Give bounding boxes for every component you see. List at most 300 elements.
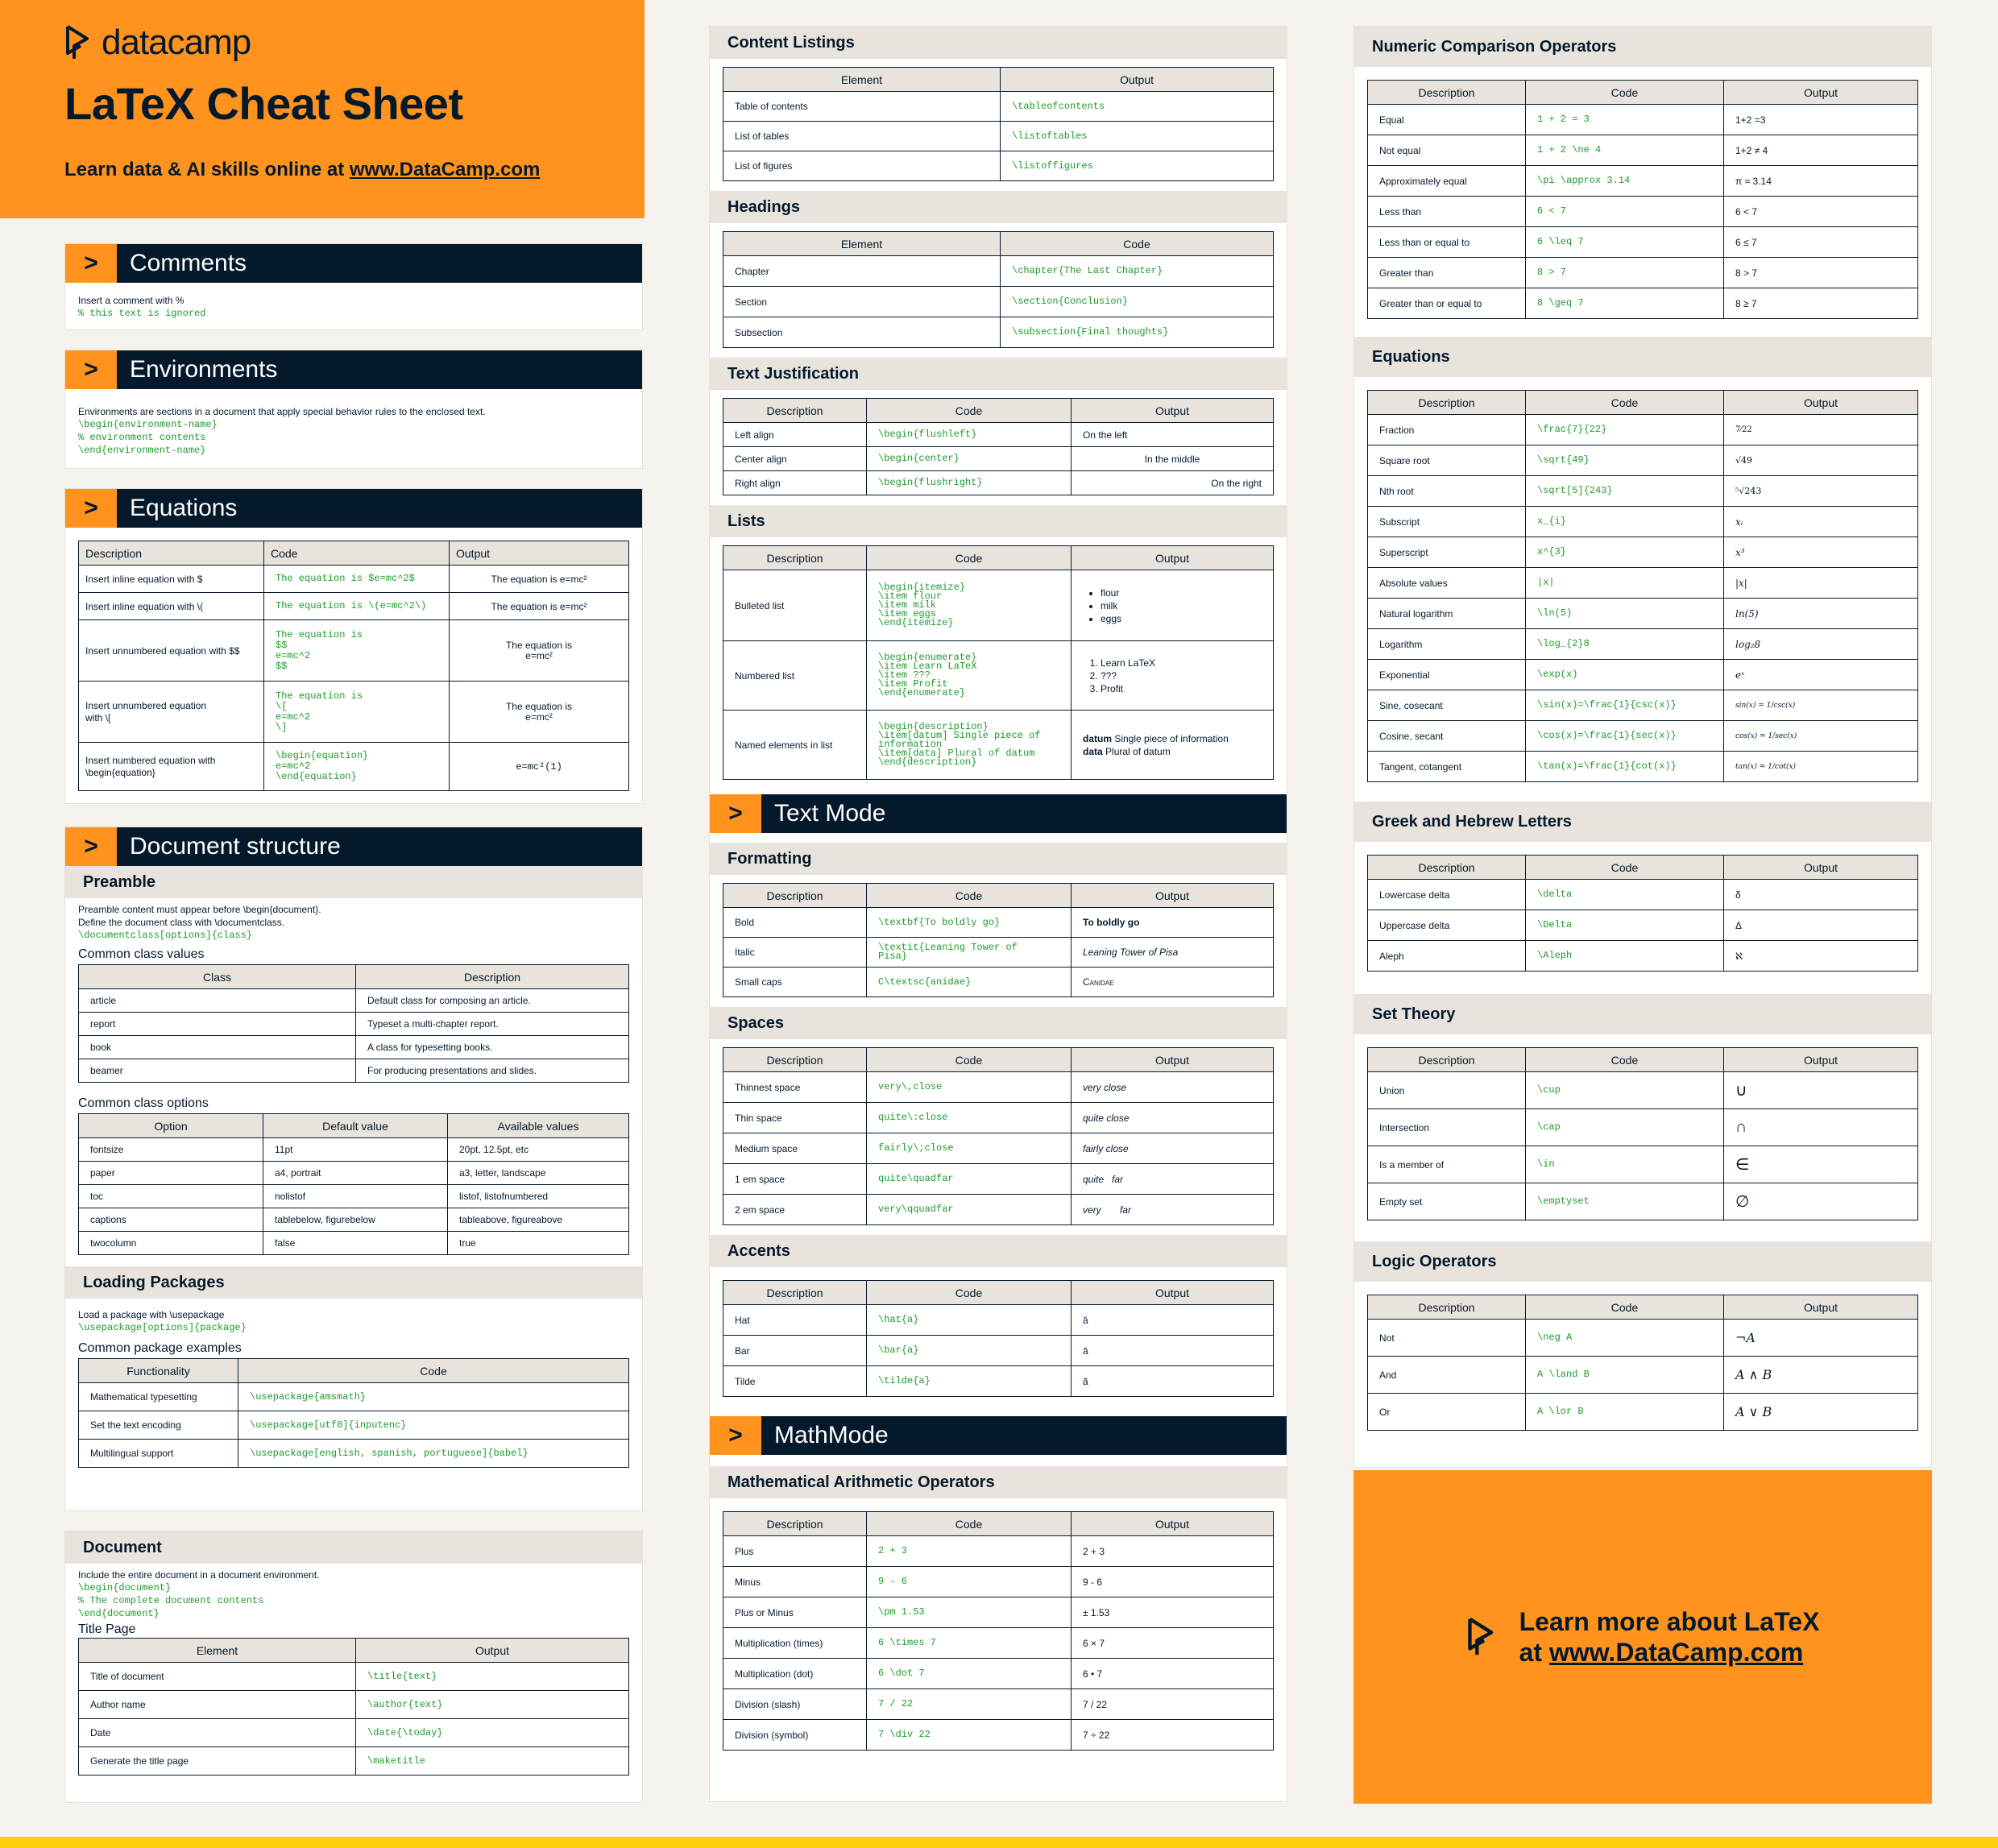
table-row <box>723 287 1274 317</box>
table-row <box>723 1536 1274 1567</box>
cell: Is a member of <box>1368 1146 1526 1183</box>
cell: π ≈ 3.14 <box>1724 166 1918 197</box>
col-header: Output <box>1072 1512 1274 1536</box>
cell-code: 6 \times 7 <box>867 1628 1072 1659</box>
cell: Thinnest space <box>723 1072 867 1103</box>
cell: Insert inline equation with \( <box>79 593 264 620</box>
cell-code: \ln(5) <box>1526 599 1724 629</box>
cell: Cosine, secant <box>1368 721 1526 752</box>
col-header: Description <box>723 1512 867 1536</box>
cell: ã <box>1072 1366 1274 1397</box>
cell-code: very\,close <box>867 1072 1072 1103</box>
cell-code: 2 + 3 <box>867 1536 1072 1567</box>
cell: report <box>79 1013 356 1036</box>
cell: The equation is e=mc² <box>450 620 629 682</box>
cell: ā <box>1072 1336 1274 1366</box>
table-row <box>79 1138 629 1162</box>
cell: Bulleted list <box>723 570 867 641</box>
cell: 8 ≥ 7 <box>1724 288 1918 319</box>
title-page-label: Title Page <box>78 1622 136 1636</box>
definition: Plural of datum <box>1102 745 1171 757</box>
cell-code: \sqrt[5]{243} <box>1526 476 1724 507</box>
col-header: Description <box>723 1048 867 1072</box>
cell-code: The equation is \[ e=mc^2 \] <box>264 682 450 743</box>
table-row <box>723 1164 1274 1195</box>
document-code: \begin{document} % The complete document contents \end{document} <box>78 1582 264 1619</box>
cell: ∅ <box>1724 1183 1918 1220</box>
promo-link[interactable]: www.DataCamp.com <box>1548 1638 1804 1667</box>
table-row <box>1368 1183 1918 1220</box>
equations-heading-2: Equations <box>1354 337 1931 377</box>
spaces-heading: Spaces <box>710 1007 1287 1039</box>
col-header: Description <box>723 546 867 570</box>
cell: tablebelow, figurebelow <box>263 1208 448 1232</box>
class-values-table <box>78 964 629 1083</box>
cell: 20pt, 12.5pt, etc <box>448 1138 629 1162</box>
cell: Numbered list <box>723 641 867 711</box>
cell: Sine, cosecant <box>1368 690 1526 721</box>
table-row <box>79 1383 629 1411</box>
cell: quite far <box>1072 1164 1274 1195</box>
table-row <box>723 1133 1274 1164</box>
cell: 1+2 =3 <box>1724 105 1918 135</box>
cell: Division (slash) <box>723 1689 867 1720</box>
cell: The equation is e=mc² <box>450 682 629 743</box>
lists-heading: Lists <box>710 505 1287 537</box>
cell: ln(5) <box>1724 599 1918 629</box>
cell: Date <box>79 1719 356 1747</box>
cell: ℵ <box>1724 941 1918 972</box>
cell: Chapter <box>723 256 1001 287</box>
cell-code: \usepackage{amsmath} <box>238 1383 629 1411</box>
cell: article <box>79 989 356 1013</box>
loading-packages-heading: Loading Packages <box>65 1266 642 1299</box>
cell: captions <box>79 1208 263 1232</box>
cell: fairly close <box>1072 1133 1274 1164</box>
cell-code: quite\:close <box>867 1103 1072 1133</box>
cell-code: \begin{enumerate} \item Learn LaTeX \item ??? \item Profit \end{enumerate} <box>867 641 1072 711</box>
table-row <box>79 1691 629 1719</box>
cell-code: \bar{a} <box>867 1336 1072 1366</box>
table-row <box>1368 752 1918 782</box>
cell-code: \textit{Leaning Tower of Pisa} <box>867 938 1072 968</box>
cell: Less than <box>1368 197 1526 227</box>
cell: Insert inline equation with $ <box>79 566 264 593</box>
comments-code: % this text is ignored <box>78 308 206 319</box>
title-page-table <box>78 1638 629 1775</box>
cell: Lowercase delta <box>1368 880 1526 910</box>
section-title: Document structure <box>130 833 341 860</box>
cell: 7 / 22 <box>1072 1689 1274 1720</box>
cell-code: \maketitle <box>356 1747 629 1775</box>
cell-code: \section{Conclusion} <box>1001 287 1274 317</box>
hero-link[interactable]: www.DataCamp.com <box>349 159 541 180</box>
cell: In the middle <box>1072 447 1274 471</box>
col-header: Default value <box>263 1114 448 1138</box>
equations-table <box>78 541 629 791</box>
cell-code: \subsection{Final thoughts} <box>1001 317 1274 348</box>
col-header: Description <box>79 541 264 566</box>
cell-code: \frac{7}{22} <box>1526 415 1724 445</box>
table-row <box>723 1720 1274 1751</box>
cell-code: 8 \geq 7 <box>1526 288 1724 319</box>
cell-code: \sqrt{49} <box>1526 445 1724 476</box>
cell-code: \in <box>1526 1146 1724 1183</box>
cell: Hat <box>723 1305 867 1336</box>
cell: 6 • 7 <box>1072 1659 1274 1689</box>
cell-code: quite\quadfar <box>867 1164 1072 1195</box>
cell: quite close <box>1072 1103 1274 1133</box>
cell: δ <box>1724 880 1918 910</box>
col-header: Code <box>238 1359 629 1383</box>
cell-code: \title{text} <box>356 1663 629 1691</box>
loading-packages-text: Load a package with \usepackage <box>78 1309 225 1320</box>
cell: true <box>448 1232 629 1255</box>
chevron-right-icon: > <box>65 489 117 528</box>
section-title: Equations <box>130 495 238 521</box>
col-header: Code <box>1001 232 1274 256</box>
list-item: • milk <box>1101 599 1262 612</box>
cell: Uppercase delta <box>1368 910 1526 941</box>
table-row <box>723 1336 1274 1366</box>
cell: Center align <box>723 447 867 471</box>
content-listings-heading: Content Listings <box>710 27 1287 59</box>
cell-code: 1 + 2 = 3 <box>1526 105 1724 135</box>
cell: Equal <box>1368 105 1526 135</box>
right-column <box>1353 26 1932 1468</box>
cell: Greater than <box>1368 258 1526 288</box>
cell: eˣ <box>1724 660 1918 690</box>
definition: Single piece of information <box>1112 732 1229 744</box>
loading-packages-code: \usepackage[options]{package} <box>78 1322 247 1333</box>
list-item: 3. Profit <box>1101 682 1262 695</box>
cell: book <box>79 1036 356 1059</box>
environments-text: Environments are sections in a document that apply special behavior rules to the enclosed text. <box>78 406 486 417</box>
document-heading: Document <box>65 1531 642 1564</box>
table-row <box>1368 629 1918 660</box>
cell: ⁵√243 <box>1724 476 1918 507</box>
col-header: Code <box>1526 1295 1724 1320</box>
cell-code: \Delta <box>1526 910 1724 941</box>
cell: sin(x) = 1/csc(x) <box>1724 690 1918 721</box>
table-row <box>79 1059 629 1083</box>
cell: Section <box>723 287 1001 317</box>
common-class-options-label: Common class options <box>78 1096 209 1110</box>
cell: Square root <box>1368 445 1526 476</box>
cell-code: 1 + 2 \ne 4 <box>1526 135 1724 166</box>
cell-code: \usepackage[english, spanish, portuguese]{babel} <box>238 1440 629 1468</box>
class-options-table <box>78 1113 629 1255</box>
cell: On the left <box>1072 423 1274 447</box>
cell-code: \begin{center} <box>867 447 1072 471</box>
cell: Tangent, cotangent <box>1368 752 1526 782</box>
logic-heading: Logic Operators <box>1354 1241 1931 1282</box>
cell: x³ <box>1724 537 1918 568</box>
environments-section <box>64 350 643 469</box>
cell: nolistof <box>263 1185 448 1208</box>
list-item: • eggs <box>1101 612 1262 625</box>
cell: Or <box>1368 1394 1526 1431</box>
cell: Fraction <box>1368 415 1526 445</box>
col-header: Description <box>1368 1048 1526 1072</box>
cell: Tilde <box>723 1366 867 1397</box>
table-row <box>79 1013 629 1036</box>
cell: Canidae <box>1072 968 1274 997</box>
cell <box>1072 570 1274 641</box>
cell: false <box>263 1232 448 1255</box>
table-row <box>1368 1146 1918 1183</box>
cell-code: x^{3} <box>1526 537 1724 568</box>
col-header: Output <box>1001 68 1274 92</box>
table-row <box>723 151 1274 181</box>
list-item: 2. ??? <box>1101 669 1262 682</box>
table-row <box>79 1232 629 1255</box>
table-row <box>1368 135 1918 166</box>
cell-code: x_{i} <box>1526 507 1724 537</box>
chevron-right-icon: > <box>65 350 117 389</box>
table-row <box>1368 197 1918 227</box>
col-header: Output <box>1724 856 1918 880</box>
section-title: MathMode <box>774 1422 889 1448</box>
cell-code: \begin{equation} e=mc^2 \end{equation} <box>264 743 450 791</box>
common-class-values-label: Common class values <box>78 947 205 961</box>
cell-code: fairly\;close <box>867 1133 1072 1164</box>
table-row <box>1368 537 1918 568</box>
promo-line-2 <box>1519 1637 1820 1668</box>
cell: xᵢ <box>1724 507 1918 537</box>
table-row <box>1368 941 1918 972</box>
accents-heading: Accents <box>710 1235 1287 1267</box>
table-row <box>79 743 629 791</box>
cell <box>1072 641 1274 711</box>
table-row <box>1368 1394 1918 1431</box>
cell-code: The equation is $$ e=mc^2 $$ <box>264 620 450 682</box>
col-header: Functionality <box>79 1359 238 1383</box>
cell-code: |x| <box>1526 568 1724 599</box>
cell: Nth root <box>1368 476 1526 507</box>
table-row <box>723 1628 1274 1659</box>
cell: tableabove, figureabove <box>448 1208 629 1232</box>
table-row <box>723 1689 1274 1720</box>
col-header: Code <box>867 399 1072 423</box>
arith-table <box>723 1511 1274 1751</box>
cell: Not equal <box>1368 135 1526 166</box>
chevron-right-icon: > <box>65 244 117 283</box>
cell: 8 > 7 <box>1724 258 1918 288</box>
cell: Greater than or equal to <box>1368 288 1526 319</box>
cell-code: \chapter{The Last Chapter} <box>1001 256 1274 287</box>
cell-code: \sin(x)=\frac{1}{csc(x)} <box>1526 690 1724 721</box>
cell-code: \tan(x)=\frac{1}{cot(x)} <box>1526 752 1724 782</box>
table-row <box>79 989 629 1013</box>
col-header: Code <box>867 1512 1072 1536</box>
cell-code: \begin{itemize} \item flour \item milk \item eggs \end{itemize} <box>867 570 1072 641</box>
cell-code: \begin{description} \item[datum] Single piece of information \item[data] Plural of datum \end{description} <box>867 711 1072 780</box>
document-text: Include the entire document in a document environment. <box>78 1569 320 1581</box>
cell: Superscript <box>1368 537 1526 568</box>
cell-code: A \land B <box>1526 1357 1724 1394</box>
col-header: Output <box>450 541 629 566</box>
table-row <box>79 566 629 593</box>
cell: Leaning Tower of Pisa <box>1072 938 1274 968</box>
cell-code: \listoffigures <box>1001 151 1274 181</box>
cell: Multiplication (times) <box>723 1628 867 1659</box>
greek-table <box>1367 855 1918 972</box>
table-row <box>723 570 1274 641</box>
cell: A ∨ B <box>1724 1394 1918 1431</box>
cell-code: 9 - 6 <box>867 1567 1072 1597</box>
col-header: Output <box>1724 1048 1918 1072</box>
cell: Natural logarithm <box>1368 599 1526 629</box>
common-package-examples-label: Common package examples <box>78 1341 242 1355</box>
table-row <box>723 968 1274 997</box>
cell-code: \neg A <box>1526 1320 1724 1357</box>
table-row <box>723 938 1274 968</box>
cell: 7 ÷ 22 <box>1072 1720 1274 1751</box>
table-row <box>723 1567 1274 1597</box>
brand-logo[interactable] <box>64 23 645 63</box>
cell-code: \pm 1.53 <box>867 1597 1072 1628</box>
cell: ∪ <box>1724 1072 1918 1109</box>
col-header: Description <box>356 965 629 989</box>
cell: Aleph <box>1368 941 1526 972</box>
table-row <box>79 593 629 620</box>
cell: Title of document <box>79 1663 356 1691</box>
cell: Minus <box>723 1567 867 1597</box>
cell: Insert numbered equation with \begin{equation} <box>79 743 264 791</box>
col-header: Code <box>867 546 1072 570</box>
cell: 2 em space <box>723 1195 867 1225</box>
math-mode-header <box>710 1416 1287 1455</box>
cell: Not <box>1368 1320 1526 1357</box>
justification-table <box>723 398 1274 495</box>
promo-prefix: at <box>1519 1638 1549 1667</box>
cell-code: \Aleph <box>1526 941 1724 972</box>
table-row <box>1368 1357 1918 1394</box>
cell: The equation is e=mc² <box>450 566 629 593</box>
cell-code: The equation is \(e=mc^2\) <box>264 593 450 620</box>
table-row <box>723 1366 1274 1397</box>
cell: e=mc²(1) <box>450 743 629 791</box>
table-row <box>723 711 1274 780</box>
promo-line-1: Learn more about LaTeX <box>1519 1607 1820 1636</box>
cell: Set the text encoding <box>79 1411 238 1440</box>
cell-code: \pi \approx 3.14 <box>1526 166 1724 197</box>
comments-section <box>64 243 643 330</box>
cell: Default class for composing an article. <box>356 989 629 1013</box>
table-row <box>1368 507 1918 537</box>
cell: cos(x) = 1/sec(x) <box>1724 721 1918 752</box>
cell: a3, letter, landscape <box>448 1162 629 1185</box>
cell: Absolute values <box>1368 568 1526 599</box>
col-header: Output <box>356 1639 629 1663</box>
cell: 2 + 3 <box>1072 1536 1274 1567</box>
table-row <box>1368 721 1918 752</box>
arith-heading: Mathematical Arithmetic Operators <box>710 1466 1287 1498</box>
logic-table <box>1367 1295 1918 1431</box>
accents-table <box>723 1280 1274 1397</box>
table-row <box>79 1663 629 1691</box>
table-row <box>1368 258 1918 288</box>
table-row <box>723 1103 1274 1133</box>
table-row <box>723 122 1274 151</box>
table-row <box>723 1305 1274 1336</box>
cell-code: \tableofcontents <box>1001 92 1274 122</box>
text-justification-heading: Text Justification <box>710 358 1287 390</box>
col-header: Element <box>723 232 1001 256</box>
table-row <box>1368 445 1918 476</box>
cell: And <box>1368 1357 1526 1394</box>
headings-table <box>723 231 1274 348</box>
cell: Left align <box>723 423 867 447</box>
table-row <box>1368 105 1918 135</box>
cell: Author name <box>79 1691 356 1719</box>
section-title: Text Mode <box>774 800 886 827</box>
cell-code: \usepackage[utf8]{inputenc} <box>238 1411 629 1440</box>
promo-box[interactable] <box>1353 1470 1932 1804</box>
document-section <box>64 1531 643 1803</box>
col-header: Description <box>723 399 867 423</box>
cell: Insert unnumbered equation with \[ <box>79 682 264 743</box>
cell: List of figures <box>723 151 1001 181</box>
cell: Mathematical typesetting <box>79 1383 238 1411</box>
cell: A ∧ B <box>1724 1357 1918 1394</box>
cell: Intersection <box>1368 1109 1526 1146</box>
cell-code: 7 / 22 <box>867 1689 1072 1720</box>
col-header: Element <box>79 1639 356 1663</box>
cell-code: \delta <box>1526 880 1724 910</box>
cell: Plus <box>723 1536 867 1567</box>
cell: 11pt <box>263 1138 448 1162</box>
table-row <box>1368 910 1918 941</box>
lists-table <box>723 545 1274 780</box>
cell: List of tables <box>723 122 1001 151</box>
cell: |x| <box>1724 568 1918 599</box>
table-row <box>723 1195 1274 1225</box>
term: data <box>1083 745 1103 757</box>
cell: Multiplication (dot) <box>723 1659 867 1689</box>
cell-code: \date{\today} <box>356 1719 629 1747</box>
cell: Division (symbol) <box>723 1720 867 1751</box>
cell: 9 - 6 <box>1072 1567 1274 1597</box>
table-row <box>1368 227 1918 258</box>
col-header: Description <box>1368 1295 1526 1320</box>
equations-table-2 <box>1367 390 1918 782</box>
cell: For producing presentations and slides. <box>356 1059 629 1083</box>
cell: toc <box>79 1185 263 1208</box>
table-row <box>723 1659 1274 1689</box>
cell-code: \cap <box>1526 1109 1724 1146</box>
table-row <box>723 908 1274 938</box>
table-row <box>79 1747 629 1775</box>
cell: a4, portrait <box>263 1162 448 1185</box>
table-row <box>723 471 1274 495</box>
headings-heading: Headings <box>710 191 1287 223</box>
preamble-text-2: Define the document class with \documentclass. <box>78 917 285 928</box>
cell: √49 <box>1724 445 1918 476</box>
cell: twocolumn <box>79 1232 263 1255</box>
col-header: Option <box>79 1114 263 1138</box>
cell: 6 × 7 <box>1072 1628 1274 1659</box>
chevron-right-icon: > <box>710 1416 761 1455</box>
cell: On the right <box>1072 471 1274 495</box>
cell-code: A \lor B <box>1526 1394 1724 1431</box>
spaces-table <box>723 1047 1274 1225</box>
table-row <box>79 1185 629 1208</box>
greek-heading: Greek and Hebrew Letters <box>1354 802 1931 842</box>
table-row <box>79 1208 629 1232</box>
col-header: Description <box>1368 391 1526 415</box>
